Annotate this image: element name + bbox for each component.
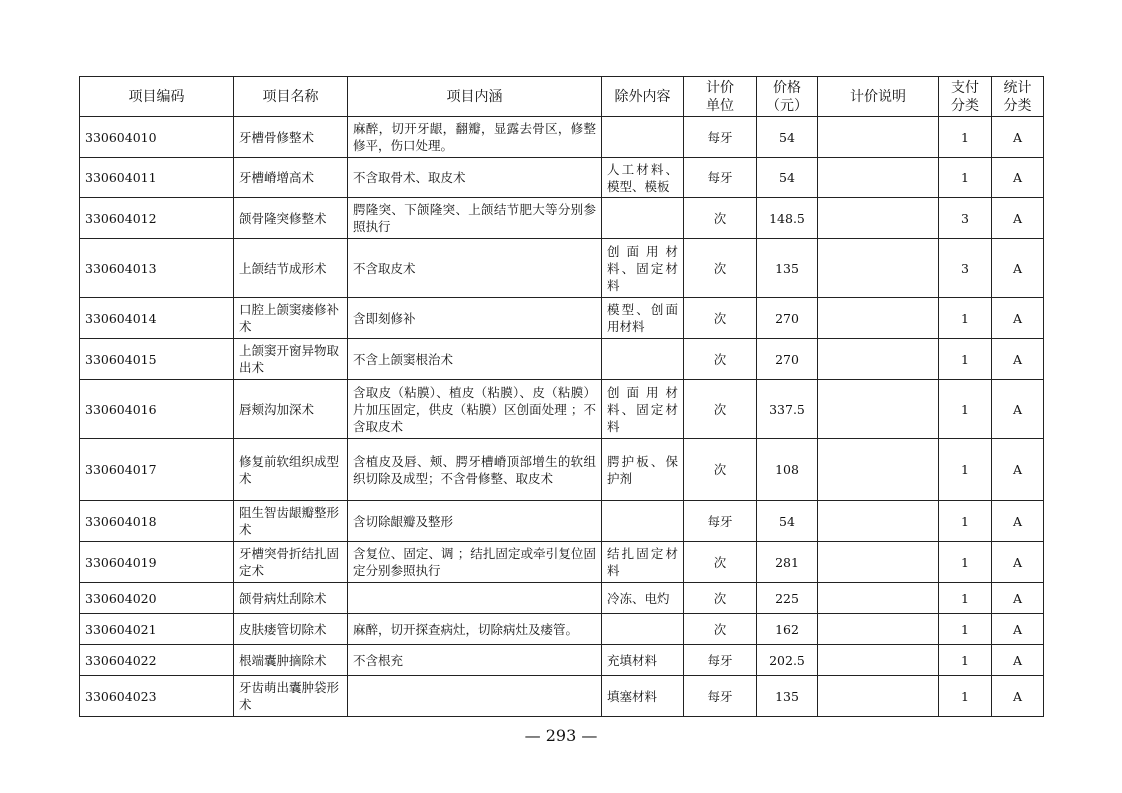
header-name: 项目名称: [234, 77, 348, 117]
header-unit: 计价 单位: [684, 77, 757, 117]
cell-price: 225: [757, 583, 818, 614]
table-row: [80, 158, 1044, 198]
cell-content: 含植皮及唇、颊、腭牙槽嵴顶部增生的软组织切除及成型；不含骨修整、取皮术: [348, 439, 602, 501]
cell-content: [348, 583, 602, 614]
cell-code: 330604021: [80, 614, 234, 645]
cell-pay-class: 1: [939, 542, 992, 583]
cell-name: 牙齿萌出囊肿袋形术: [234, 676, 348, 717]
cell-content: 腭隆突、下颌隆突、上颌结节肥大等分别参照执行: [348, 198, 602, 239]
cell-note: [818, 117, 939, 158]
cell-price: 108: [757, 439, 818, 501]
cell-stat-class: A: [992, 676, 1044, 717]
cell-pay-class: 1: [939, 614, 992, 645]
cell-unit: 次: [684, 339, 757, 380]
cell-stat-class: A: [992, 583, 1044, 614]
cell-code: 330604013: [80, 239, 234, 298]
cell-stat-class: A: [992, 158, 1044, 198]
table-row: [80, 439, 1044, 501]
cell-name: 口腔上颌窦瘘修补术: [234, 298, 348, 339]
cell-code: 330604016: [80, 380, 234, 439]
cell-unit: 每牙: [684, 676, 757, 717]
table-row: [80, 614, 1044, 645]
cell-price: 54: [757, 501, 818, 542]
cell-unit: 次: [684, 583, 757, 614]
cell-excluded: [602, 198, 684, 239]
cell-name: 唇颊沟加深术: [234, 380, 348, 439]
header-code: 项目编码: [80, 77, 234, 117]
cell-code: 330604011: [80, 158, 234, 198]
header-stat-class: 统计 分类: [992, 77, 1044, 117]
cell-stat-class: A: [992, 439, 1044, 501]
cell-unit: 每牙: [684, 117, 757, 158]
cell-stat-class: A: [992, 614, 1044, 645]
cell-code: 330604015: [80, 339, 234, 380]
cell-note: [818, 583, 939, 614]
cell-name: 上颌窦开窗异物取出术: [234, 339, 348, 380]
cell-name: 阻生智齿龈瓣整形术: [234, 501, 348, 542]
cell-price: 135: [757, 676, 818, 717]
cell-price: 270: [757, 298, 818, 339]
cell-pay-class: 1: [939, 298, 992, 339]
cell-stat-class: A: [992, 645, 1044, 676]
cell-unit: 每牙: [684, 645, 757, 676]
cell-note: [818, 645, 939, 676]
cell-pay-class: 1: [939, 117, 992, 158]
cell-pay-class: 1: [939, 583, 992, 614]
cell-stat-class: A: [992, 542, 1044, 583]
cell-excluded: 创面用材料、固定材料: [602, 239, 684, 298]
cell-code: 330604014: [80, 298, 234, 339]
cell-pay-class: 1: [939, 439, 992, 501]
table-row: [80, 239, 1044, 298]
header-excluded: 除外内容: [602, 77, 684, 117]
cell-stat-class: A: [992, 298, 1044, 339]
cell-note: [818, 339, 939, 380]
cell-excluded: 人工材料、模型、模板: [602, 158, 684, 198]
cell-stat-class: A: [992, 380, 1044, 439]
cell-unit: 每牙: [684, 501, 757, 542]
cell-price: 162: [757, 614, 818, 645]
cell-content: 麻醉，切开探查病灶，切除病灶及瘘管。: [348, 614, 602, 645]
cell-excluded: [602, 339, 684, 380]
cell-price: 148.5: [757, 198, 818, 239]
cell-content: 不含上颌窦根治术: [348, 339, 602, 380]
cell-excluded: [602, 614, 684, 645]
cell-content: 不含取骨术、取皮术: [348, 158, 602, 198]
header-pay-class: 支付 分类: [939, 77, 992, 117]
cell-pay-class: 1: [939, 339, 992, 380]
cell-excluded: 充填材料: [602, 645, 684, 676]
cell-unit: 次: [684, 198, 757, 239]
cell-content: [348, 676, 602, 717]
cell-unit: 次: [684, 239, 757, 298]
cell-code: 330604017: [80, 439, 234, 501]
table-row: [80, 645, 1044, 676]
cell-content: 不含根充: [348, 645, 602, 676]
cell-excluded: 结扎固定材料: [602, 542, 684, 583]
cell-price: 54: [757, 158, 818, 198]
cell-note: [818, 158, 939, 198]
cell-unit: 次: [684, 380, 757, 439]
cell-note: [818, 239, 939, 298]
cell-excluded: 创面用材料、固定材料: [602, 380, 684, 439]
cell-pay-class: 1: [939, 380, 992, 439]
cell-price: 202.5: [757, 645, 818, 676]
cell-excluded: [602, 501, 684, 542]
table-row: [80, 542, 1044, 583]
table-row: [80, 198, 1044, 239]
cell-unit: 次: [684, 542, 757, 583]
cell-unit: 每牙: [684, 158, 757, 198]
cell-pay-class: 1: [939, 645, 992, 676]
cell-name: 修复前软组织成型术: [234, 439, 348, 501]
cell-content: 含取皮（粘膜）、植皮（粘膜）、皮（粘膜）片加压固定，供皮（粘膜）区创面处理 ；不含取皮术: [348, 380, 602, 439]
cell-name: 牙槽骨修整术: [234, 117, 348, 158]
table-header-row: [80, 77, 1044, 117]
cell-note: [818, 198, 939, 239]
cell-name: 根端囊肿摘除术: [234, 645, 348, 676]
cell-note: [818, 501, 939, 542]
cell-note: [818, 614, 939, 645]
cell-note: [818, 298, 939, 339]
table-row: [80, 339, 1044, 380]
table-row: [80, 676, 1044, 717]
header-price: 价格 （元）: [757, 77, 818, 117]
cell-name: 牙槽突骨折结扎固定术: [234, 542, 348, 583]
cell-price: 54: [757, 117, 818, 158]
cell-excluded: 腭护板、保护剂: [602, 439, 684, 501]
cell-excluded: [602, 117, 684, 158]
cell-content: 麻醉，切开牙龈，翻瓣，显露去骨区，修整修平，伤口处理。: [348, 117, 602, 158]
cell-price: 281: [757, 542, 818, 583]
cell-note: [818, 676, 939, 717]
cell-excluded: 冷冻、电灼: [602, 583, 684, 614]
cell-pay-class: 1: [939, 158, 992, 198]
cell-pay-class: 3: [939, 239, 992, 298]
cell-unit: 次: [684, 614, 757, 645]
cell-stat-class: A: [992, 339, 1044, 380]
cell-code: 330604020: [80, 583, 234, 614]
cell-note: [818, 542, 939, 583]
header-content: 项目内涵: [348, 77, 602, 117]
cell-stat-class: A: [992, 117, 1044, 158]
table-row: [80, 583, 1044, 614]
table-row: [80, 298, 1044, 339]
cell-unit: 次: [684, 439, 757, 501]
cell-content: 不含取皮术: [348, 239, 602, 298]
cell-name: 颌骨病灶刮除术: [234, 583, 348, 614]
cell-excluded: 模型、创面用材料: [602, 298, 684, 339]
fee-table: [79, 76, 1044, 717]
page-number: — 293 —: [524, 726, 598, 745]
cell-code: 330604019: [80, 542, 234, 583]
cell-price: 135: [757, 239, 818, 298]
cell-unit: 次: [684, 298, 757, 339]
cell-price: 337.5: [757, 380, 818, 439]
cell-stat-class: A: [992, 198, 1044, 239]
cell-price: 270: [757, 339, 818, 380]
cell-pay-class: 3: [939, 198, 992, 239]
cell-pay-class: 1: [939, 676, 992, 717]
cell-name: 上颌结节成形术: [234, 239, 348, 298]
header-note: 计价说明: [818, 77, 939, 117]
cell-name: 颌骨隆突修整术: [234, 198, 348, 239]
cell-name: 牙槽嵴增高术: [234, 158, 348, 198]
cell-code: 330604018: [80, 501, 234, 542]
cell-note: [818, 439, 939, 501]
cell-stat-class: A: [992, 239, 1044, 298]
cell-content: 含即刻修补: [348, 298, 602, 339]
cell-note: [818, 380, 939, 439]
cell-code: 330604023: [80, 676, 234, 717]
table-row: [80, 117, 1044, 158]
table-row: [80, 501, 1044, 542]
table-row: [80, 380, 1044, 439]
cell-name: 皮肤瘘管切除术: [234, 614, 348, 645]
cell-pay-class: 1: [939, 501, 992, 542]
cell-content: 含切除龈瓣及整形: [348, 501, 602, 542]
cell-code: 330604022: [80, 645, 234, 676]
cell-excluded: 填塞材料: [602, 676, 684, 717]
cell-code: 330604010: [80, 117, 234, 158]
cell-code: 330604012: [80, 198, 234, 239]
cell-content: 含复位、固定、调 ；结扎固定或牵引复位固定分别参照执行: [348, 542, 602, 583]
cell-stat-class: A: [992, 501, 1044, 542]
